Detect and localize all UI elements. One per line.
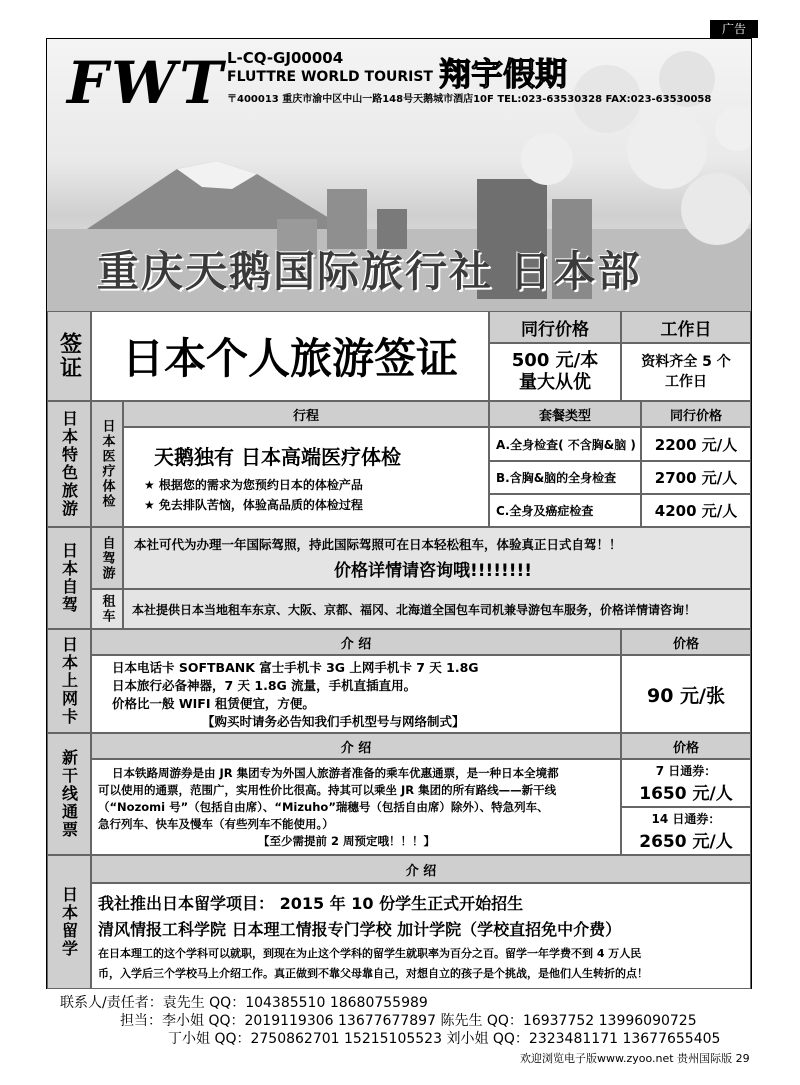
selfdrive-text: 本社可代为办理一年国际驾照，持此国际驾照可在日本轻松租车，体验真正日式自驾！！ xyxy=(134,537,622,552)
ad-tag: 广告 xyxy=(710,20,758,38)
medical-description xyxy=(123,427,489,527)
contact-line: 担当：李小姐 QQ：2019119306 13677677897 陈先生 QQ：16937752 13996090725 xyxy=(120,1013,697,1029)
address-line: 〒400013 重庆市渝中区中山一路148号天鹅城市酒店10F TEL:023-63530328 FAX:023-63530058 xyxy=(227,94,712,105)
rental-info: 本社提供日本当地租车东京、大阪、京都、福冈、北海道全国包车司机兼导游包车服务，价格详情请咨询！ xyxy=(123,589,751,629)
header-banner xyxy=(47,39,751,311)
jr-col-intro: 介 绍 xyxy=(91,733,621,759)
medical-col-price: 同行价格 xyxy=(641,401,751,427)
jr-line: 急行列车、快车及慢车（有些列车不能使用。） xyxy=(98,816,334,831)
fwt-logo: FWT xyxy=(67,49,226,117)
package-name: B.含胸&脑的全身检查 xyxy=(489,461,641,494)
wifi-col-intro: 介 绍 xyxy=(91,629,621,655)
jr-description xyxy=(91,759,621,855)
jr-pass-7-price: 1650 元/人 xyxy=(639,784,733,804)
medical-headline: 天鹅独有 日本高端医疗体检 xyxy=(154,445,401,469)
brand-chinese: 翔宇假期 xyxy=(439,55,568,93)
visa-category: 签证 xyxy=(47,311,91,401)
wifi-line: 日本电话卡 SOFTBANK 富士手机卡 3G 上网手机卡 7 天 1.8G xyxy=(112,660,479,675)
jr-line: （“Nozomi 号”（包括自由席）、“Mizuho”瑞穗号（包括自由席）除外）、特急列车、 xyxy=(98,799,549,814)
jr-line: 日本铁路周游券是由 JR 集团专为外国人旅游者准备的乘车优惠通票，是一种日本全境都 xyxy=(112,765,559,780)
wifi-price: 90 元/张 xyxy=(621,655,751,733)
package-name: C.全身及癌症检查 xyxy=(489,494,641,527)
jr-pass-14-price: 2650 元/人 xyxy=(639,832,733,852)
wifi-line: 价格比一般 WIFI 租赁便宜，方便。 xyxy=(112,696,315,711)
wifi-line: 日本旅行必备神器，7 天 1.8G 流量，手机直插直用。 xyxy=(112,678,417,693)
package-price: 4200 元/人 xyxy=(641,494,751,527)
selfdrive-info xyxy=(123,527,751,589)
jr-col-price: 价格 xyxy=(621,733,751,759)
agency-title: 重庆天鹅国际旅行社 日本部 xyxy=(97,247,642,296)
jr-pass-7 xyxy=(621,759,751,807)
contact-line: 联系人/责任者：袁先生 QQ：104385510 18680755989 xyxy=(60,995,428,1011)
visa-workday-header: 工作日 xyxy=(621,311,751,343)
jr-pass-7-label: 7 日通券： xyxy=(655,764,717,778)
medical-col-package: 套餐类型 xyxy=(489,401,641,427)
english-name: FLUTTRE WORLD TOURIST xyxy=(227,69,433,85)
medical-bullet: ★ 免去排队苦恼，体验高品质的体检过程 xyxy=(144,498,363,512)
page-footer: 欢迎浏览电子版www.zyoo.net 贵州国际版 29 xyxy=(520,1052,750,1065)
visa-price: 500 元/本 量大从优 xyxy=(489,343,621,401)
jr-line: 【至少需提前 2 周预定哦！！！】 xyxy=(258,833,436,848)
jr-pass-14 xyxy=(621,807,751,855)
package-price: 2700 元/人 xyxy=(641,461,751,494)
visa-workday: 资料齐全 5 个工作日 xyxy=(621,343,751,401)
medical-bullet: ★ 根据您的需求为您预约日本的体检产品 xyxy=(144,478,363,492)
jr-pass-14-label: 14 日通券： xyxy=(651,812,721,826)
visa-price-header: 同行价格 xyxy=(489,311,621,343)
medical-category: 日本特色旅游 xyxy=(47,401,91,527)
selfdrive-sub-rental: 租车 xyxy=(91,589,123,629)
medical-col-itinerary: 行程 xyxy=(123,401,489,427)
wifi-category: 日本上网卡 xyxy=(47,629,91,733)
jr-category: 新干线通票 xyxy=(47,733,91,855)
wifi-line: 【购买时请务必告知我们手机型号与网络制式】 xyxy=(202,714,465,729)
study-headline: 我社推出日本留学项目： 2015 年 10 份学生正式开始招生 xyxy=(98,894,524,913)
study-text: 币，入学后三个学校马上介绍工作。真正做到不靠父母靠自己，对想自立的孩子是个挑战，是他们人生转折的点！ xyxy=(98,967,648,980)
package-name: A.全身检查( 不含胸&脑 ) xyxy=(489,427,641,461)
visa-title: 日本个人旅游签证 xyxy=(91,311,489,401)
wifi-col-price: 价格 xyxy=(621,629,751,655)
wifi-description xyxy=(91,655,621,733)
study-category: 日本留学 xyxy=(47,855,91,989)
study-description xyxy=(91,883,751,989)
study-col-intro: 介 绍 xyxy=(91,855,751,883)
selfdrive-sub-drive: 自驾游 xyxy=(91,527,123,589)
jr-line: 可以使用的通票，范围广，实用性价比很高。持其可以乘坐 JR 集团的所有路线——新干线 xyxy=(98,782,557,797)
selfdrive-category: 日本自驾 xyxy=(47,527,91,629)
medical-subcategory: 日本医疗体检 xyxy=(91,401,123,527)
selfdrive-price-note: 价格详情请咨询哦!!!!!!!! xyxy=(334,561,533,581)
contact-line: 丁小姐 QQ：2750862701 15215105523 刘小姐 QQ：2323481171 13677655405 xyxy=(168,1031,721,1047)
study-text: 在日本理工的这个学科可以就职，到现在为止这个学科的留学生就职率为百分之百。留学一年学费不到 4 万人民 xyxy=(98,947,642,960)
study-schools: 清风情报工科学院 日本理工情报专门学校 加计学院（学校直招免中介费） xyxy=(98,920,622,939)
package-price: 2200 元/人 xyxy=(641,427,751,461)
license-code: L-CQ-GJ00004 xyxy=(227,49,344,67)
